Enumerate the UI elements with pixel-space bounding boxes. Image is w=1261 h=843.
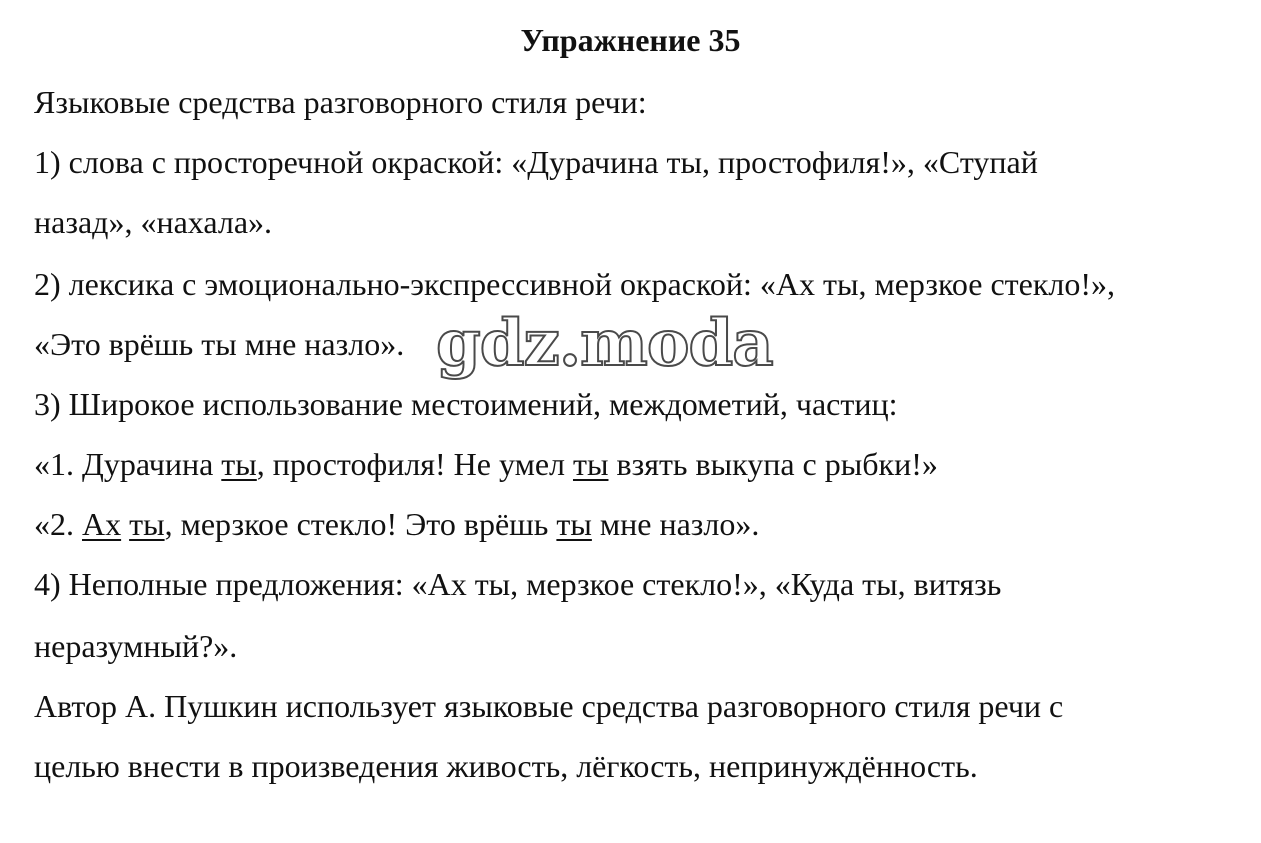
text-line-6: 3) Широкое использование местоимений, междометий, частиц: — [34, 386, 898, 422]
text-line-2: 1) слова с просторечной окраской: «Дурачина ты, простофиля!», «Ступай — [34, 144, 1038, 180]
text-line-8 — [34, 502, 759, 546]
text-line-11: Автор А. Пушкин использует языковые средства разговорного стиля речи с — [34, 688, 1064, 724]
text-segment: «2. — [34, 506, 82, 542]
exercise-title: Упражнение 35 — [520, 22, 741, 58]
text-segment: взять выкупа с рыбки!» — [608, 446, 938, 482]
text-segment: , мерзкое стекло! Это врёшь — [164, 506, 557, 542]
text-line-1: Языковые средства разговорного стиля речи: — [34, 84, 647, 120]
underlined-word: ты — [129, 506, 165, 542]
underlined-word: Ах — [82, 506, 122, 542]
underlined-word: ты — [221, 446, 257, 482]
text-segment: «1. Дурачина — [34, 446, 222, 482]
watermark-logo: gdz.moda — [436, 306, 773, 381]
text-segment: мне назло». — [591, 506, 760, 542]
underlined-word: ты — [556, 506, 592, 542]
underlined-word: ты — [572, 446, 609, 482]
text-line-10: неразумный?». — [34, 628, 238, 664]
text-segment — [121, 506, 129, 542]
text-line-12: целью внести в произведения живость, лёгкость, непринуждённость. — [34, 748, 978, 784]
text-line-7 — [34, 442, 938, 486]
text-line-3: назад», «нахала». — [34, 204, 273, 240]
text-line-9: 4) Неполные предложения: «Ах ты, мерзкое стекло!», «Куда ты, витязь — [34, 566, 1002, 602]
text-line-5: «Это врёшь ты мне назло». — [34, 326, 405, 362]
text-segment: , простофиля! Не умел — [256, 446, 573, 482]
text-line-4: 2) лексика с эмоционально-экспрессивной окраской: «Ах ты, мерзкое стекло!», — [34, 266, 1116, 302]
